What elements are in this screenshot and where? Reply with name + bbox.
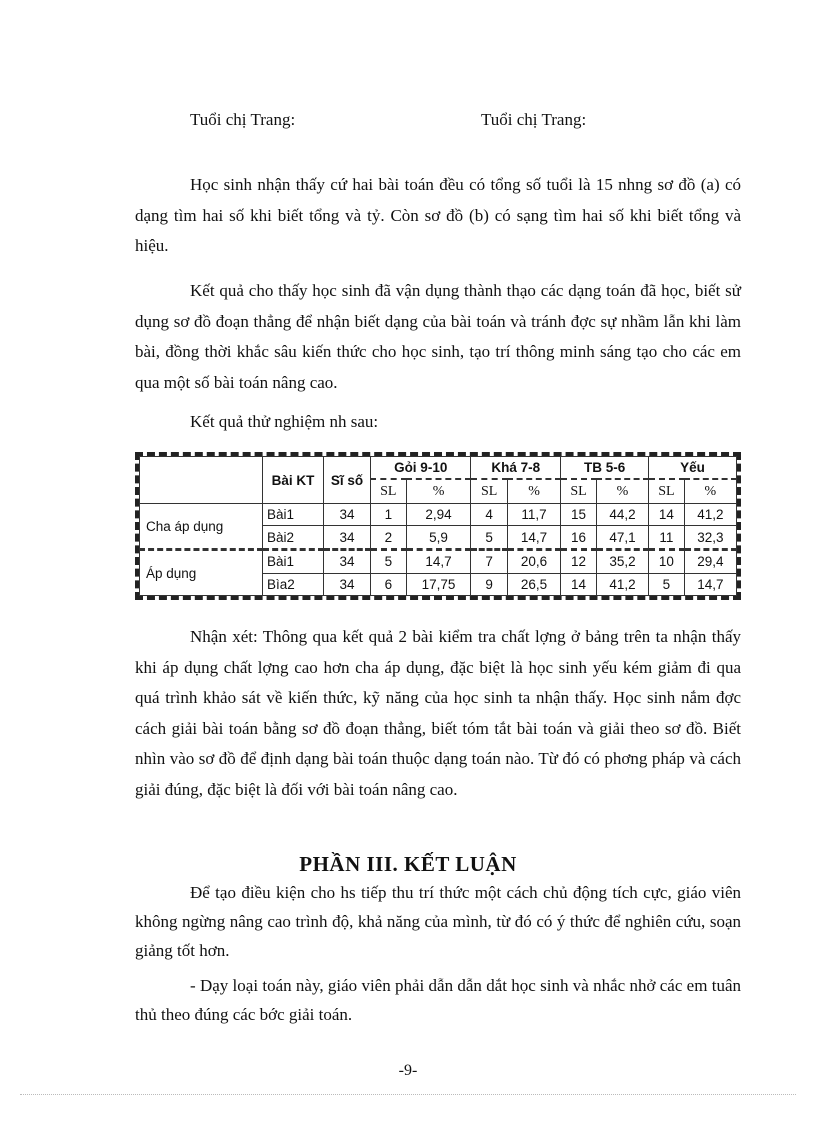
table-row (140, 504, 737, 526)
cell-value: 47,1 (596, 526, 648, 550)
cell-value: 14 (649, 504, 685, 526)
header-group-yeu: Yếu (649, 457, 737, 480)
cell-bai: Bài1 (263, 550, 324, 574)
subheader-sl: SL (649, 479, 685, 503)
cell-value: 7 (471, 550, 507, 574)
paragraph-conclusion-2: - Dạy loại toán này, giáo viên phải dẫn dẫn dắt học sinh và nhắc nhở các em tuân thủ theo đúng các bớc giải toán. (135, 976, 741, 1024)
paragraph-remarks: Nhận xét: Thông qua kết quả 2 bài kiểm tra chất lợng ở bảng trên ta nhận thấy khi áp dụng chất lợng cao hơn cha áp dụng, đặc biệt là học sinh yếu kém giảm đi qua quá trình khảo sát về kiến thức, kỹ năng của học sinh ta nhận thấy. Học sinh nắm đợc cách giải bài toán bằng sơ đồ đoạn thẳng, biết tóm tắt bài toán và giải theo sơ đồ. Biết nhìn vào sơ đồ để định dạng bài toán thuộc dạng toán nào. Từ đó có phơng pháp và cách giải đúng, đặc biệt là đối với bài toán nâng cao. (135, 627, 741, 799)
header-bai-kt: Bài KT (263, 457, 324, 504)
cell-si-so: 34 (324, 573, 371, 595)
label-tuoi-chi-trang-right: Tuổi chị Trang: (481, 110, 587, 129)
table-header-row (140, 457, 737, 480)
cell-value: 6 (371, 573, 407, 595)
cell-value: 12 (561, 550, 597, 574)
subheader-percent: % (406, 479, 471, 503)
cell-si-so: 34 (324, 526, 371, 550)
cell-value: 5 (649, 573, 685, 595)
subheader-sl: SL (371, 479, 407, 503)
cell-value: 2,94 (406, 504, 471, 526)
paragraph-results: Kết quả cho thấy học sinh đã vận dụng thành thạo các dạng toán đã học, biết sử dụng sơ đồ đoạn thẳng để nhận biết dạng của bài toán và tránh đợc sự nhầm lẫn khi làm bài, đồng thời khắc sâu kiến thức cho học sinh, tạo trí thông minh sáng tạo cho các em qua một số bài toán nâng cao. (135, 281, 741, 392)
subheader-sl: SL (471, 479, 507, 503)
subheader-percent: % (596, 479, 648, 503)
header-group-kha: Khá 7-8 (471, 457, 561, 480)
cell-value: 15 (561, 504, 597, 526)
cell-value: 32,3 (684, 526, 736, 550)
header-group-gioi: Gỏi 9-10 (371, 457, 471, 480)
cell-value: 11 (649, 526, 685, 550)
cell-value: 4 (471, 504, 507, 526)
cell-value: 1 (371, 504, 407, 526)
cell-value: 10 (649, 550, 685, 574)
page-number: -9- (398, 1062, 418, 1079)
cell-value: 5 (471, 526, 507, 550)
subheader-percent: % (684, 479, 736, 503)
header-empty-cell (140, 457, 263, 504)
cell-si-so: 34 (324, 504, 371, 526)
results-table-frame (135, 452, 741, 600)
cell-bai: Bài2 (263, 526, 324, 550)
cell-value: 41,2 (684, 504, 736, 526)
table-row (140, 550, 737, 574)
cell-value: 35,2 (596, 550, 648, 574)
paragraph-test-results-intro: Kết quả thử nghiệm nh sau: (190, 412, 379, 431)
paragraph-conclusion-1: Để tạo điều kiện cho hs tiếp thu trí thức một cách chủ động tích cực, giáo viên không ngừng nâng cao trình độ, khả năng của mình, từ đó có ý thức để nghiên cứu, soạn giảng tốt hơn. (135, 883, 741, 960)
results-table (139, 456, 737, 596)
header-si-so: Sĩ số (324, 457, 371, 504)
section-heading: PHẦN III. KẾT LUẬN (299, 852, 517, 876)
cell-value: 2 (371, 526, 407, 550)
cell-bai: Bìa2 (263, 573, 324, 595)
cell-value: 14,7 (684, 573, 736, 595)
cell-value: 41,2 (596, 573, 648, 595)
row-group-label: Áp dụng (140, 550, 263, 596)
cell-value: 11,7 (507, 504, 560, 526)
cell-value: 14,7 (406, 550, 471, 574)
cell-value: 9 (471, 573, 507, 595)
label-tuoi-chi-trang-left: Tuổi chị Trang: (190, 110, 296, 129)
cell-value: 26,5 (507, 573, 560, 595)
cell-si-so: 34 (324, 550, 371, 574)
cell-value: 17,75 (406, 573, 471, 595)
header-group-tb: TB 5-6 (561, 457, 649, 480)
subheader-sl: SL (561, 479, 597, 503)
cell-value: 14 (561, 573, 597, 595)
cell-value: 44,2 (596, 504, 648, 526)
subheader-percent: % (507, 479, 560, 503)
paragraph-observation: Học sinh nhận thấy cứ hai bài toán đều có tổng số tuổi là 15 nhng sơ đồ (a) có dạng tìm hai số khi biết tổng và tỷ. Còn sơ đồ (b) có sạng tìm hai số khi biết tổng và hiệu. (135, 175, 741, 255)
cell-value: 14,7 (507, 526, 560, 550)
cell-value: 16 (561, 526, 597, 550)
cell-value: 5 (371, 550, 407, 574)
cell-value: 29,4 (684, 550, 736, 574)
row-group-label: Cha áp dụng (140, 504, 263, 550)
footer-divider (20, 1094, 796, 1095)
cell-value: 5,9 (406, 526, 471, 550)
cell-bai: Bài1 (263, 504, 324, 526)
cell-value: 20,6 (507, 550, 560, 574)
